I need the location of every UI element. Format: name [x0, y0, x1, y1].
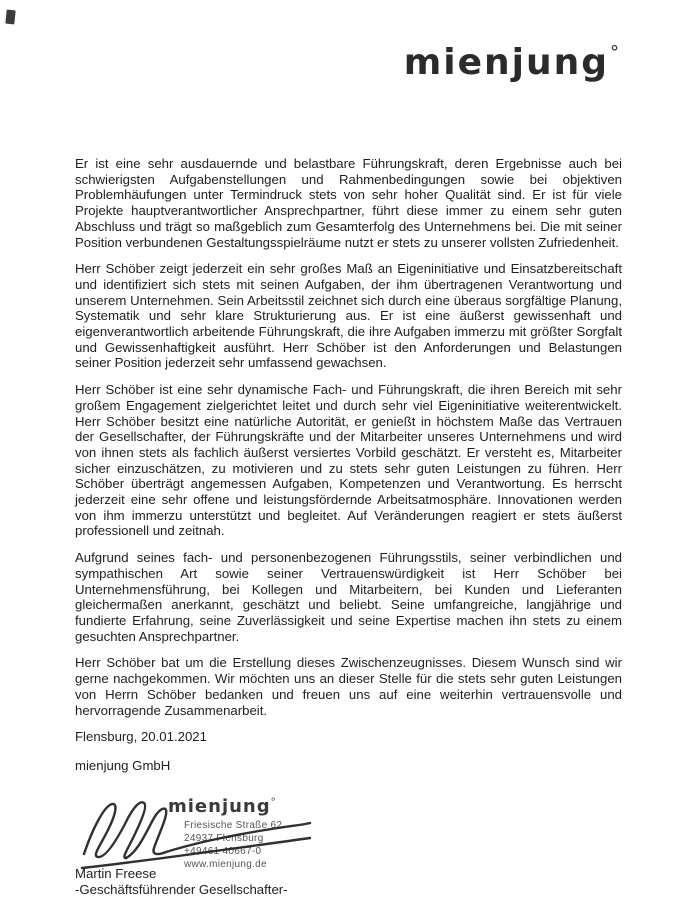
company-logo-ring-icon: °	[610, 42, 621, 63]
stamp-address-street: Friesische Straße 62	[184, 820, 283, 831]
letter-paragraph-3: Herr Schöber ist eine sehr dynamische Fach- und Führungskraft, die ihren Bereich mit sehr großem Engagement zielgerichtet leitet und durch sehr viel Eigeninitiative weiterentwickelt. Herr Schöber besitzt eine natürliche Autorität, er genießt in höchstem Maße das Vertrauen der Gesellschafter, der Führungskräfte und der Mitarbeiter unseres Unternehmens und wird von ihnen stets als fachlich äußerst versiertes Vorbild geschätzt. Er versteht es, Mitarbeiter sicher einzuschätzen, zu motivieren und zu stets sehr guten Leistungen zu führen. Herr Schöber überträgt angemessen Aufgaben, Kompetenzen und Verantwortung. Es herrscht jederzeit eine sehr offene und leistungsfördernde Arbeitsatmosphäre. Innovationen werden von ihm immerzu unterstützt und begleitet. Auf Veränderungen reagiert er stets äußerst professionell und zeitnah.	[75, 382, 622, 539]
signer-block	[75, 866, 288, 897]
company-logo-text: mienjung	[403, 42, 609, 83]
signer-name: Martin Freese	[75, 866, 157, 881]
letter-paragraph-1: Er ist eine sehr ausdauernde und belastbare Führungskraft, deren Ergebnisse auch bei schwierigsten Aufgabenstellungen und Rahmenbedingungen sowie bei objektiven Problemhäufungen unter Termindruck stets von sehr hoher Qualität sind. Er ist für viele Projekte hauptverantwortlicher Ansprechpartner, führt diese immer zu einem sehr guten Abschluss und trägt so maßgeblich zum Gesamterfolg des Unternehmens bei. Die mit seiner Position verbundenen Gestaltungsspielräume nutzt er stets zu unserer vollsten Zufriedenheit.	[75, 156, 622, 250]
stamp-logo-text: mienjung	[168, 796, 271, 817]
stamp-website: www.mienjung.de	[184, 859, 267, 870]
dateline: Flensburg, 20.01.2021	[75, 729, 207, 745]
stamp-phone: +49461 40667-0	[184, 846, 262, 857]
stamp-logo	[168, 796, 282, 817]
company-stamp	[168, 796, 282, 871]
stamp-logo-ring-icon: °	[270, 797, 277, 808]
company-name: mienjung GmbH	[75, 757, 171, 773]
letter-paragraph-2: Herr Schöber zeigt jederzeit ein sehr großes Maß an Eigeninitiative und Einsatzbereitschaft und identifiziert sich stets mit seinen Aufgaben, der ihm übertragenen Verantwortung und unserem Unternehmen. Sein Arbeitsstil zeichnet sich durch eine überaus sorgfältige Planung, Systematik und sehr klare Strukturierung aus. Er ist eine äußerst gewissenhaft und eigenverantwortlich arbeitende Führungskraft, die ihre Aufgaben immerzu mit größter Sorgfalt und Gewissenhaftigkeit ausführt. Herr Schöber ist den Anforderungen und Belastungen seiner Position jederzeit sehr umfassend gewachsen.	[75, 261, 622, 371]
letter-paragraph-4: Aufgrund seines fach- und personenbezogenen Führungsstils, seiner verbindlichen und sympathischen Art sowie seiner Vertrauenswürdigkeit ist Herr Schöber bei Unternehmensführung, bei Kollegen und Mitarbeitern, bei Kunden und Lieferanten gleichermaßen anerkannt, geschätzt und beliebt. Seine umfangreiche, langjährige und fundierte Erfahrung, seine Zuverlässigkeit und seine Expertise machen ihn stets zu einem gesuchten Ansprechpartner.	[75, 550, 622, 644]
stamp-address-city: 24937 Flensburg	[184, 833, 264, 844]
stamp-address	[184, 819, 282, 871]
letter-paragraph-5: Herr Schöber bat um die Erstellung dieses Zwischenzeugnisses. Diesem Wunsch sind wir gerne nachgekommen. Wir möchten uns an dieser Stelle für die stets sehr guten Leistungen von Herrn Schöber bedanken und freuen uns auf eine weiterhin vertrauensvolle und hervorragende Zusammenarbeit.	[75, 655, 622, 718]
signer-title: -Geschäftsführender Gesellschafter-	[75, 881, 288, 897]
letter-body	[75, 156, 622, 774]
company-logo	[404, 42, 621, 83]
scan-artifact	[5, 10, 15, 25]
signature-stroke	[84, 802, 145, 858]
